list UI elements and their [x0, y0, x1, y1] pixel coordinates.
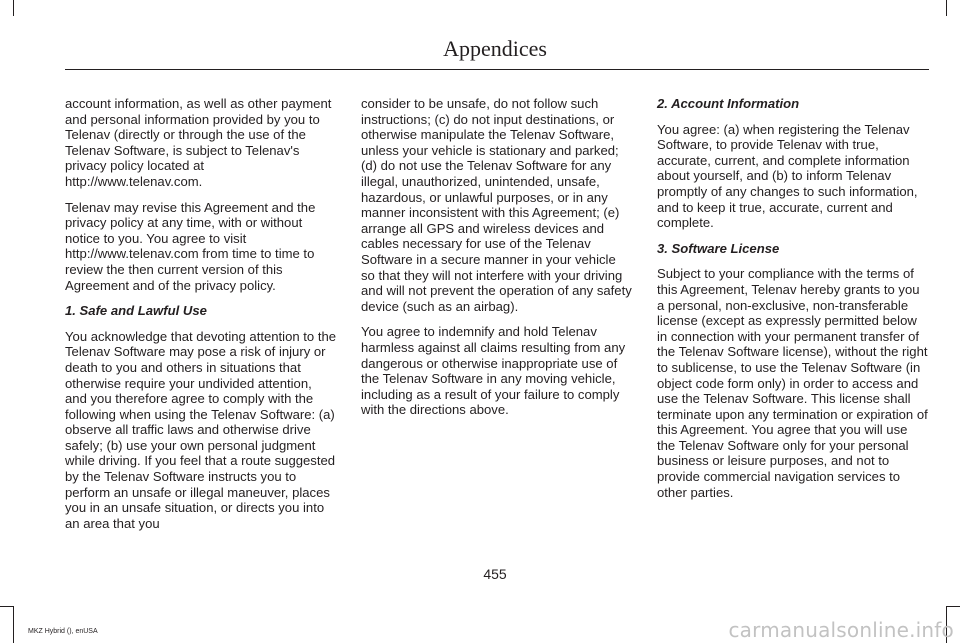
section-heading: 2. Account Information: [657, 96, 800, 111]
paragraph: Telenav may revise this Agreement and the privacy policy at any time, with or without notice to you. You agree to visit: [65, 199, 316, 246]
column-2: [361, 96, 633, 428]
privacy-url-text: http://www.telenav.com.: [65, 173, 203, 189]
section-heading: 1. Safe and Lawful Use: [65, 303, 207, 319]
crop-mark-bottom-right-h: [947, 606, 960, 607]
paragraph: Subject to your compliance with the terms of this Agreement, Telenav hereby grants to you a personal, non-exclusive, non-transferable license (except as expressly permitted below in connection with your permanent transfer of the Telenav Software license), without the right to sublicense, to use the Telenav Software (in object code form only) in order to access and use the Telenav Software. This license shall terminate upon any termination or expiration of this Agreement. You agree that you will use the Telenav Software only for your personal business or leisure purposes, and not to provide commercial navigation services to other parties.: [657, 266, 928, 500]
paragraph: You agree to indemnify and hold Telenav harmless against all claims resulting from any dangerous or otherwise inappropriate use of the Telenav Software in any moving vehicle, including as a result of your failure to comply with the directions above.: [361, 324, 626, 418]
crop-mark-bottom-left-v: [13, 606, 14, 643]
paragraph: consider to be unsafe, do not follow such instructions; (c) do not input destinations, or otherwise manipulate the Telenav Software, unless your vehicle is stationary and parked; (d) do not use the Telenav Software for any illegal, unauthorized, unintended, unsafe, hazardous, or unlawful purposes, or in any manner inconsistent with this Agreement; (e) arrange all GPS and wireless devices and cables necessary for use of the Telenav Software in a secure manner in your vehicle so that they will not interfere with your driving and will not prevent the operation of any safety device (such as an airbag).: [361, 96, 632, 314]
document-code: MKZ Hybrid (), enUSA: [28, 628, 98, 635]
watermark: carmanualsonline.info: [728, 618, 954, 642]
crop-mark-top-right-v: [946, 0, 947, 16]
crop-mark-top-left-v: [13, 0, 14, 16]
section-heading: 3. Software License: [657, 240, 780, 256]
column-3: [657, 96, 929, 510]
header-divider: [65, 69, 929, 70]
paragraph: You acknowledge that devoting attention to the Telenav Software may pose a risk of injury or death to you and others in situations that otherwise require your undivided attention, and you therefore agree to comply with the following when using the Telenav Software: (a) observe all traffic laws and otherwise drive safely; (b) use your own personal judgment while driving. If you feel that a route suggested by the Telenav Software instructs you to perform an unsafe or illegal maneuver, places you in an unsafe situation, or directs you into an area that you: [65, 328, 337, 531]
paragraph: http://www.telenav.com from time to time to review the then current version of this Agreement and of the privacy policy.: [65, 246, 315, 293]
paragraph: account information, as well as other payment and personal information provided by you to Telenav (directly or through the use of the Telenav Software, is subject to Telenav's privacy policy located at: [65, 96, 332, 174]
page-title: Appendices: [443, 36, 547, 61]
page-number: 455: [483, 566, 507, 582]
paragraph: You agree: (a) when registering the Telenav Software, to provide Telenav with true, accurate, current, and complete information about yourself, and (b) to inform Telenav promptly of any changes to such information, and to keep it true, accurate, current and complete.: [657, 121, 918, 231]
column-1: [65, 96, 337, 541]
crop-mark-bottom-left-h: [0, 606, 13, 607]
